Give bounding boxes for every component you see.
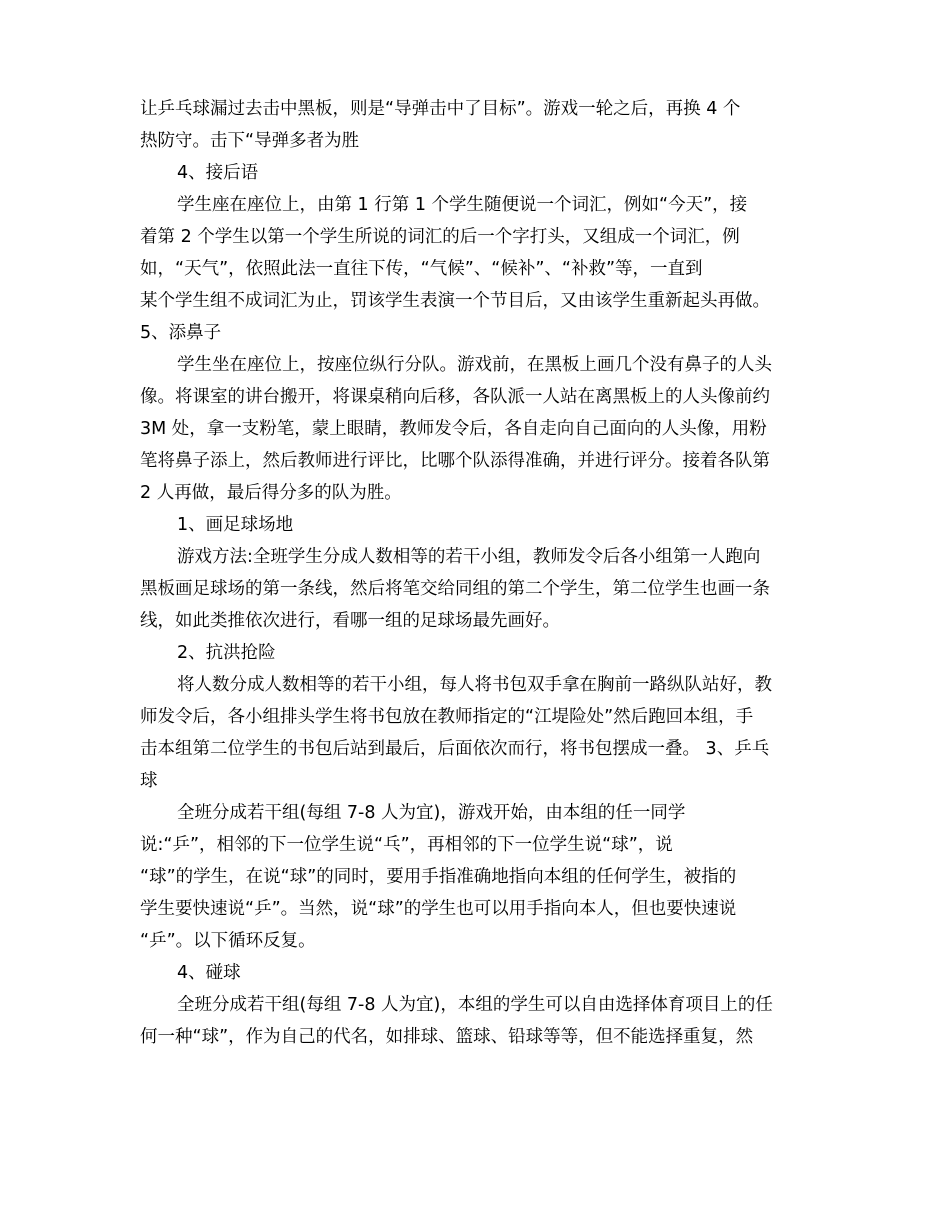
text-line: 笔将鼻子添上，然后教师进行评比，比哪个队添得准确，并进行评分。接着各队第 — [140, 451, 770, 471]
section-heading: 1、画足球场地 — [177, 515, 294, 535]
text-line: 像。将课室的讲台搬开，将课桌稍向后移，各队派一人站在离黑板上的人头像前约 — [140, 387, 770, 407]
text-line: 某个学生组不成词汇为止，罚该学生表演一个节目后，又由该学生重新起头再做。 — [140, 291, 770, 311]
text-line: 如，“天气”，依照此法一直往下传，“气候”、“候补”、“补救”等，一直到 — [140, 259, 703, 279]
section-heading: 2、抗洪抢险 — [177, 643, 276, 663]
text-line: 全班分成若干组(每组 7-8 人为宜)，本组的学生可以自由选择体育项目上的任 — [177, 995, 773, 1015]
text-line: 何一种“球”，作为自己的代名，如排球、篮球、铅球等等，但不能选择重复，然 — [140, 1027, 754, 1047]
text-line: 说:“乒”，相邻的下一位学生说“乓”，再相邻的下一位学生说“球”，说 — [140, 835, 673, 855]
text-line: 击本组第二位学生的书包后站到最后，后面依次而行，将书包摆成一叠。 3、乒乓 — [140, 739, 770, 759]
text-line: 线，如此类推依次进行，看哪一组的足球场最先画好。 — [140, 611, 560, 631]
text-line: 师发令后，各小组排头学生将书包放在教师指定的“江堤险处”然后跑回本组，手 — [140, 707, 754, 727]
text-line: 游戏方法:全班学生分成人数相等的若干小组，教师发令后各小组第一人跑向 — [177, 547, 761, 567]
text-line: “乒”。以下循环反复。 — [140, 931, 316, 951]
text-line: 将人数分成人数相等的若干小组，每人将书包双手拿在胸前一路纵队站好，教 — [177, 675, 772, 695]
text-line: 2 人再做，最后得分多的队为胜。 — [140, 483, 402, 503]
section-heading: 4、接后语 — [177, 163, 259, 183]
text-line: 全班分成若干组(每组 7-8 人为宜)，游戏开始，由本组的任一同学 — [177, 803, 686, 823]
text-line: 学生座在座位上，由第 1 行第 1 个学生随便说一个词汇，例如“今天”，接 — [177, 195, 748, 215]
text-line: 3M 处，拿一支粉笔，蒙上眼睛，教师发令后，各自走向自己面向的人头像，用粉 — [140, 419, 767, 439]
text-line: 热防守。击下“导弹多者为胜 — [140, 131, 360, 151]
text-line: 黑板画足球场的第一条线，然后将笔交给同组的第二个学生，第二位学生也画一条 — [140, 579, 770, 599]
section-heading: 5、添鼻子 — [140, 323, 222, 343]
text-line: 让乒乓球漏过去击中黑板，则是“导弹击中了目标”。游戏一轮之后，再换 4 个 — [140, 99, 741, 119]
section-heading: 4、碰球 — [177, 963, 241, 983]
text-line: 学生坐在座位上，按座位纵行分队。游戏前，在黑板上画几个没有鼻子的人头 — [177, 355, 772, 375]
text-line: 学生要快速说“乒”。当然，说“球”的学生也可以用手指向本人，但也要快速说 — [140, 899, 737, 919]
text-line: “球”的学生，在说“球”的同时，要用手指准确地指向本组的任何学生，被指的 — [140, 867, 737, 887]
text-line: 着第 2 个学生以第一个学生所说的词汇的后一个字打头，又组成一个词汇，例 — [140, 227, 740, 247]
text-line: 球 — [140, 771, 158, 791]
